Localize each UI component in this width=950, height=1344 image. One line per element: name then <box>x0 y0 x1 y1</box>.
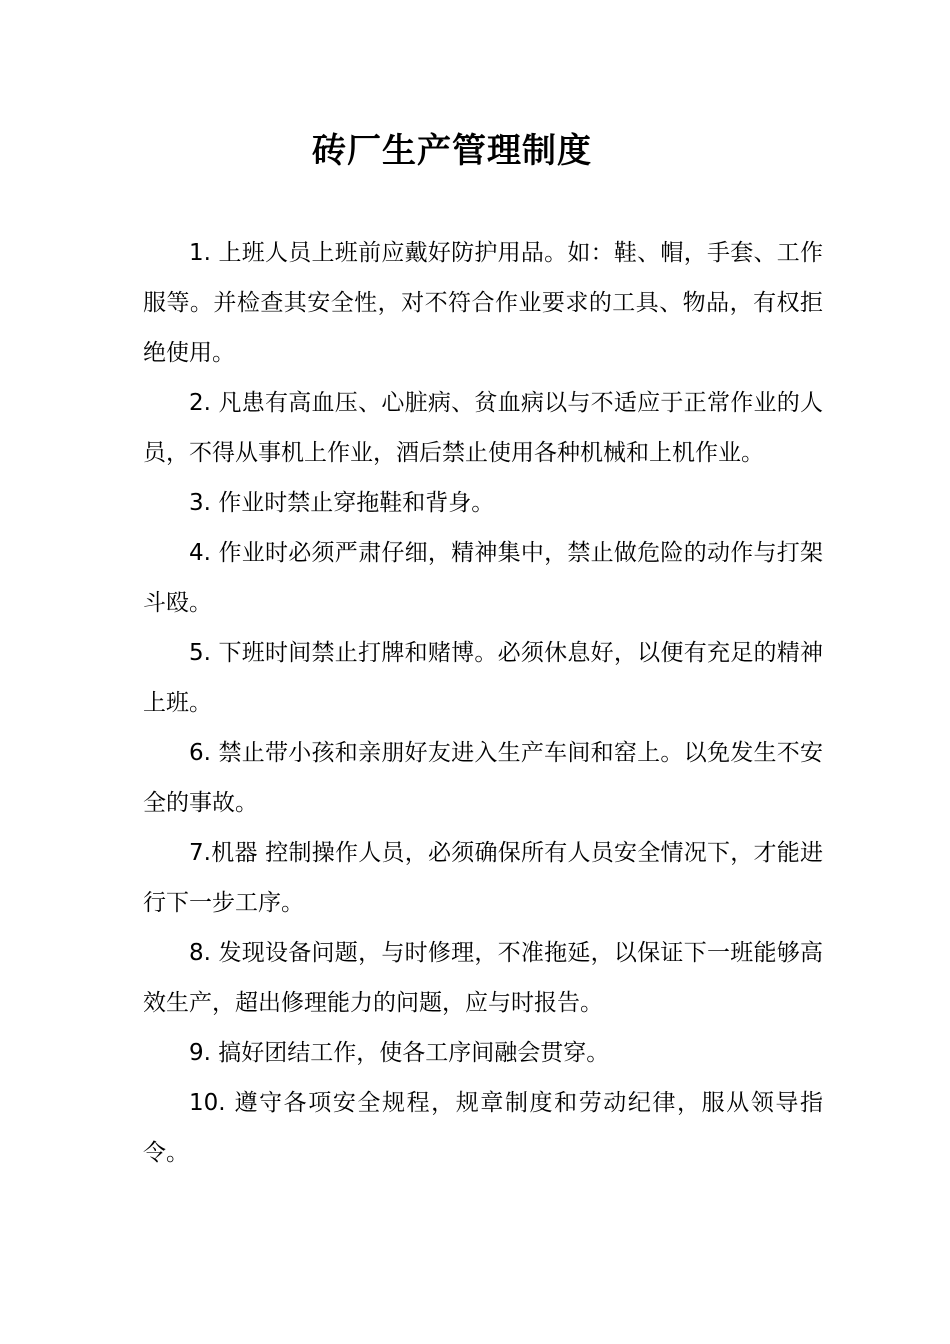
rule-paragraph-7: 7.机器 控制操作人员，必须确保所有人员安全情况下，才能进行下一步工序。 <box>143 840 823 916</box>
document-body <box>143 228 823 1178</box>
rule-paragraph-5: 5. 下班时间禁止打牌和赌博。必须休息好，以便有充足的精神上班。 <box>143 640 823 716</box>
rule-paragraph-4: 4. 作业时必须严肃仔细，精神集中，禁止做危险的动作与打架斗殴。 <box>143 540 823 616</box>
rule-paragraph-6: 6. 禁止带小孩和亲朋好友进入生产车间和窑上。以免发生不安全的事故。 <box>143 740 823 816</box>
document-title: 砖厂生产管理制度 <box>312 131 592 171</box>
rule-paragraph-10: 10. 遵守各项安全规程，规章制度和劳动纪律，服从领导指令。 <box>143 1090 823 1166</box>
rule-paragraph-9: 9. 搞好团结工作，使各工序间融会贯穿。 <box>189 1040 610 1066</box>
rule-paragraph-8: 8. 发现设备问题，与时修理，不准拖延，以保证下一班能够高效生产，超出修理能力的问题，应与时报告。 <box>143 940 823 1016</box>
rule-paragraph-2: 2. 凡患有高血压、心脏病、贫血病以与不适应于正常作业的人员，不得从事机上作业，酒后禁止使用各种机械和上机作业。 <box>143 390 823 466</box>
rule-paragraph-1: 1. 上班人员上班前应戴好防护用品。如：鞋、帽，手套、工作服等。并检查其安全性，对不符合作业要求的工具、物品，有权拒绝使用。 <box>143 240 823 366</box>
rule-paragraph-3: 3. 作业时禁止穿拖鞋和背身。 <box>189 490 495 516</box>
